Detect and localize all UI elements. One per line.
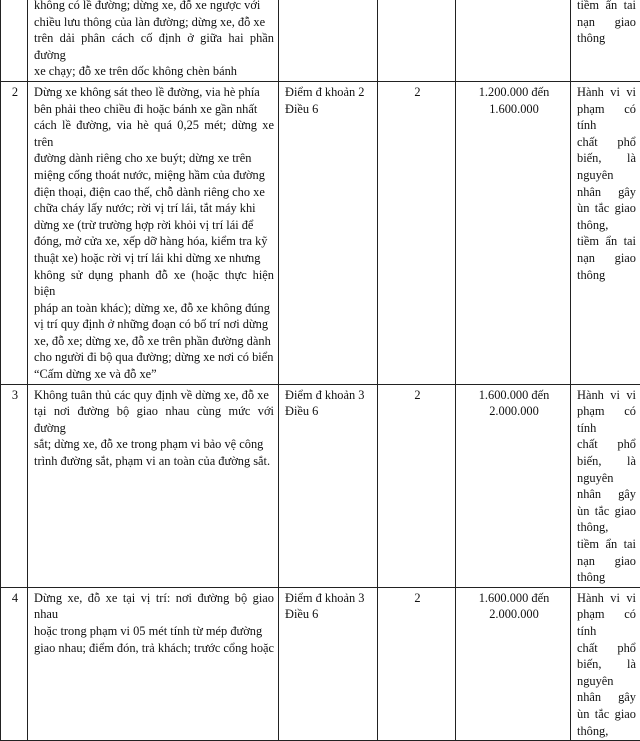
description-line: không có lề đường; dừng xe, đỗ xe ngược với bbox=[34, 0, 274, 14]
note-line: nhân gây ùn tắc giao thông, bbox=[577, 689, 636, 739]
description-line: không sử dụng phanh đỗ xe (hoặc thực hiện biện bbox=[34, 267, 274, 300]
fine-line: 1.200.000 đến bbox=[462, 84, 566, 101]
note-cell bbox=[571, 81, 640, 384]
table-row bbox=[1, 384, 640, 587]
description-line: bên phải theo chiều đi hoặc bánh xe gần nhất bbox=[34, 101, 274, 118]
points-cell bbox=[378, 0, 456, 81]
table-row bbox=[1, 81, 640, 384]
description-line: cách lề đường, via hè quá 0,25 mét; dừng xe trên bbox=[34, 117, 274, 150]
points-value: 2 bbox=[384, 590, 451, 607]
fine-line: 1.600.000 đến bbox=[462, 387, 566, 404]
description-line: trình đường sắt, phạm vi an toàn của đường sắt. bbox=[34, 453, 274, 470]
note-line: chất phổ biến, là nguyên bbox=[577, 640, 636, 690]
description-line: cho người đi bộ qua đường; dừng xe nơi có biển bbox=[34, 349, 274, 366]
note-cell bbox=[571, 384, 640, 587]
fine-cell bbox=[456, 384, 571, 587]
note-line: Hành vi vi phạm có tính bbox=[577, 84, 636, 134]
description-line: xe, đỗ xe; dừng xe, đỗ xe trên phần đường dành bbox=[34, 333, 274, 350]
note-line: Hành vi vi phạm có tính bbox=[577, 387, 636, 437]
description-line: xe chạy; đỗ xe trên dốc không chèn bánh bbox=[34, 63, 274, 80]
description-line: đường dành riêng cho xe buýt; dừng xe trên bbox=[34, 150, 274, 167]
violation-description-cell bbox=[28, 0, 279, 81]
note-line: nhân gây ùn tắc giao thông, bbox=[577, 184, 636, 234]
description-line: “Cấm dừng xe và đỗ xe” bbox=[34, 366, 274, 383]
description-line: thuật xe) hoặc rời vị trí lái khi dừng xe nhưng bbox=[34, 250, 274, 267]
row-number: 4 bbox=[7, 590, 23, 607]
violations-table-body bbox=[1, 0, 640, 741]
note-line: nhân gây ùn tắc giao thông, bbox=[577, 486, 636, 536]
note-line: Hành vi vi phạm có tính bbox=[577, 590, 636, 640]
fine-line: 2.000.000 bbox=[462, 403, 566, 420]
legal-basis-cell bbox=[279, 384, 378, 587]
description-line: Dừng xe không sát theo lề đường, via hè phía bbox=[34, 84, 274, 101]
note-cell bbox=[571, 587, 640, 740]
description-line: Dừng xe, đỗ xe tại vị trí: nơi đường bộ giao nhau bbox=[34, 590, 274, 623]
legal-basis-line: Điểm đ khoản 3 bbox=[285, 387, 373, 404]
legal-basis-line: Điểm đ khoản 3 bbox=[285, 590, 373, 607]
row-number: 2 bbox=[7, 84, 23, 101]
row-number: 3 bbox=[7, 387, 23, 404]
points-cell bbox=[378, 384, 456, 587]
note-line: tiềm ẩn tai nạn giao thông bbox=[577, 233, 636, 283]
row-number-cell bbox=[1, 384, 28, 587]
description-line: dừng xe (trừ trường hợp rời khỏi vị trí lái để bbox=[34, 217, 274, 234]
fine-line: 1.600.000 bbox=[462, 101, 566, 118]
description-line: giao nhau; điểm đón, trả khách; trước cổng hoặc bbox=[34, 640, 274, 657]
description-line: chữa cháy lấy nước; rời vị trí lái, tắt máy khi bbox=[34, 200, 274, 217]
legal-basis-cell bbox=[279, 0, 378, 81]
legal-basis-line: Điều 6 bbox=[285, 403, 373, 420]
description-line: hoặc trong phạm vi 05 mét tính từ mép đường bbox=[34, 623, 274, 640]
fine-line: 2.000.000 bbox=[462, 606, 566, 623]
fine-cell bbox=[456, 587, 571, 740]
row-number-cell bbox=[1, 0, 28, 81]
legal-basis-line: Điều 6 bbox=[285, 606, 373, 623]
violation-description-cell bbox=[28, 81, 279, 384]
points-value: 2 bbox=[384, 387, 451, 404]
description-line: tại nơi đường bộ giao nhau cùng mức với đường bbox=[34, 403, 274, 436]
note-line: chất phổ biến, là nguyên bbox=[577, 436, 636, 486]
table-row bbox=[1, 0, 640, 81]
fine-line: 1.600.000 đến bbox=[462, 590, 566, 607]
points-cell bbox=[378, 81, 456, 384]
note-line: tiềm ẩn tai nạn giao thông bbox=[577, 0, 636, 47]
note-line: chất phổ biến, là nguyên bbox=[577, 134, 636, 184]
row-number-cell bbox=[1, 81, 28, 384]
legal-basis-cell bbox=[279, 587, 378, 740]
description-line: vị trí quy định ở những đoạn có bố trí nơi dừng bbox=[34, 316, 274, 333]
description-line: trên dải phân cách cố định ở giữa hai phần đường bbox=[34, 30, 274, 63]
fine-cell bbox=[456, 0, 571, 81]
row-number-cell bbox=[1, 587, 28, 740]
violation-description-cell bbox=[28, 587, 279, 740]
table-row bbox=[1, 587, 640, 740]
points-cell bbox=[378, 587, 456, 740]
violation-description-cell bbox=[28, 384, 279, 587]
description-line: đóng, mở cửa xe, xếp dỡ hàng hóa, kiểm tra kỹ bbox=[34, 233, 274, 250]
legal-basis-line: Điểm đ khoản 2 bbox=[285, 84, 373, 101]
note-line: tiềm ẩn tai nạn giao thông bbox=[577, 536, 636, 586]
description-line: Không tuân thủ các quy định về dừng xe, đỗ xe bbox=[34, 387, 274, 404]
description-line: điện thoại, điện cao thế, chỗ dành riêng cho xe bbox=[34, 184, 274, 201]
note-cell bbox=[571, 0, 640, 81]
legal-basis-cell bbox=[279, 81, 378, 384]
description-line: pháp an toàn khác); dừng xe, đỗ xe không đúng bbox=[34, 300, 274, 317]
description-line: miệng cống thoát nước, miệng hầm của đường bbox=[34, 167, 274, 184]
description-line: chiều lưu thông của làn đường; dừng xe, đỗ xe bbox=[34, 14, 274, 31]
legal-basis-line: Điều 6 bbox=[285, 101, 373, 118]
fine-cell bbox=[456, 81, 571, 384]
points-value: 2 bbox=[384, 84, 451, 101]
description-line: sắt; dừng xe, đỗ xe trong phạm vi bảo vệ công bbox=[34, 436, 274, 453]
